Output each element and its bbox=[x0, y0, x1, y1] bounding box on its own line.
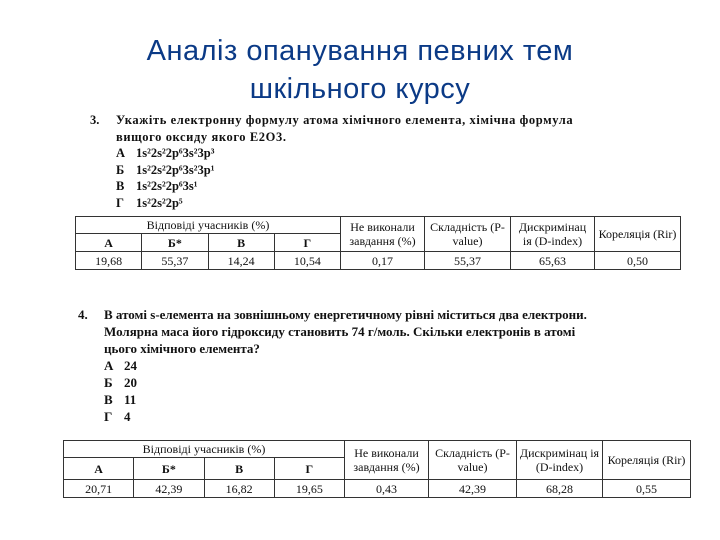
option-letter: Б bbox=[116, 162, 125, 177]
col-header-g: Г bbox=[274, 234, 340, 252]
option-letter: Г bbox=[116, 195, 124, 210]
answer-option bbox=[116, 145, 600, 162]
header-not-done: Не виконали завдання (%) bbox=[345, 441, 429, 480]
answer-option bbox=[116, 195, 600, 212]
question-number: 3. bbox=[90, 113, 100, 127]
header-discrimination: Дискримінац ія (D-index) bbox=[517, 441, 603, 480]
cell-v: 14,24 bbox=[208, 252, 274, 270]
option-value: 11 bbox=[124, 392, 137, 407]
header-not-done: Не виконали завдання (%) bbox=[341, 217, 425, 252]
question-text: Укажіть електронну формулу атома хімічного елемента, хімічна формула вищого оксиду якого E2O3. bbox=[116, 113, 574, 144]
option-formula: 1s²2s²2p⁶3s²3p³ bbox=[136, 146, 215, 160]
option-letter: В bbox=[104, 392, 113, 407]
col-header-v: В bbox=[208, 234, 274, 252]
cell-difficulty: 55,37 bbox=[425, 252, 511, 270]
col-header-v: В bbox=[204, 458, 274, 480]
cell-g: 10,54 bbox=[274, 252, 340, 270]
col-header-a: А bbox=[64, 458, 134, 480]
cell-not-done: 0,17 bbox=[341, 252, 425, 270]
option-letter: А bbox=[116, 146, 126, 160]
col-header-b: Б* bbox=[142, 234, 208, 252]
answer-option bbox=[104, 357, 598, 374]
cell-g: 19,65 bbox=[274, 480, 344, 498]
cell-correlation: 0,55 bbox=[603, 480, 691, 498]
header-correlation: Кореляція (Rir) bbox=[603, 441, 691, 480]
slide-title-line-2: шкільного курсу bbox=[249, 73, 471, 105]
slide-title-line-1: Аналіз опанування певних тем bbox=[146, 35, 574, 67]
header-answers: Відповіді учасників (%) bbox=[76, 217, 341, 234]
table-row bbox=[64, 480, 691, 498]
option-formula: 1s²2s²2p⁵ bbox=[136, 195, 183, 210]
question-3 bbox=[90, 112, 600, 211]
answer-option bbox=[116, 162, 600, 179]
question-number: 4. bbox=[78, 307, 88, 322]
col-header-b: Б* bbox=[134, 458, 204, 480]
cell-discrimination: 65,63 bbox=[511, 252, 595, 270]
cell-not-done: 0,43 bbox=[345, 480, 429, 498]
cell-difficulty: 42,39 bbox=[429, 480, 517, 498]
cell-a: 20,71 bbox=[64, 480, 134, 498]
question-text: В атомі s-елемента на зовнішньому енергетичному рівні міститься два електрони. Молярна маса його гідроксиду становить 74 г/моль. Скільки електронів в атомі цього хімічного елемента? bbox=[104, 307, 587, 356]
header-difficulty: Складність (P-value) bbox=[425, 217, 511, 252]
option-formula: 1s²2s²2p⁶3s¹ bbox=[136, 179, 198, 193]
results-table-3 bbox=[75, 216, 681, 270]
answer-option bbox=[104, 391, 598, 408]
cell-v: 16,82 bbox=[204, 480, 274, 498]
cell-b: 55,37 bbox=[142, 252, 208, 270]
cell-correlation: 0,50 bbox=[595, 252, 681, 270]
answer-option bbox=[104, 408, 598, 425]
header-answers: Відповіді учасників (%) bbox=[64, 441, 345, 458]
cell-b: 42,39 bbox=[134, 480, 204, 498]
table-row bbox=[76, 252, 681, 270]
col-header-a: А bbox=[76, 234, 142, 252]
option-letter: Б bbox=[104, 375, 113, 390]
option-letter: В bbox=[116, 179, 125, 193]
header-correlation: Кореляція (Rir) bbox=[595, 217, 681, 252]
answer-option bbox=[116, 178, 600, 195]
header-difficulty: Складність (P-value) bbox=[429, 441, 517, 480]
cell-discrimination: 68,28 bbox=[517, 480, 603, 498]
cell-a: 19,68 bbox=[76, 252, 142, 270]
col-header-g: Г bbox=[274, 458, 344, 480]
answer-option bbox=[104, 374, 598, 391]
results-table-4 bbox=[63, 440, 691, 498]
question-4 bbox=[78, 306, 598, 425]
option-letter: А bbox=[104, 358, 114, 373]
option-letter: Г bbox=[104, 409, 113, 424]
slide-title bbox=[0, 32, 720, 108]
option-value: 4 bbox=[124, 409, 131, 424]
option-value: 20 bbox=[124, 375, 137, 390]
header-discrimination: Дискримінац ія (D-index) bbox=[511, 217, 595, 252]
option-formula: 1s²2s²2p⁶3s²3p¹ bbox=[136, 162, 215, 177]
option-value: 24 bbox=[124, 358, 137, 373]
